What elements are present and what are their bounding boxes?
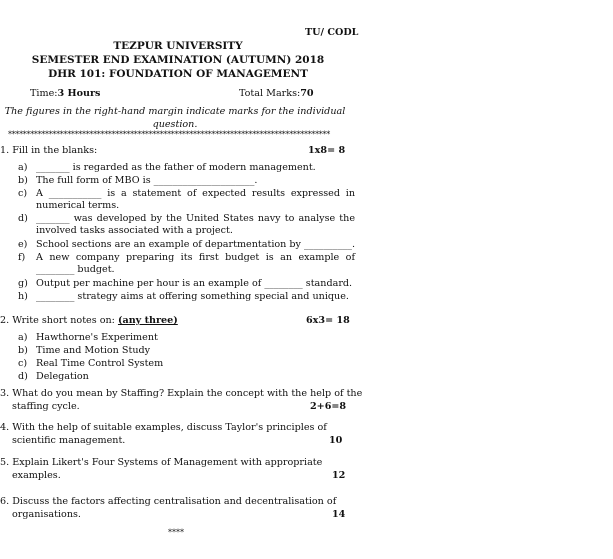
instruction-line-1: The figures in the right-hand margin indicate marks for the individual: [4, 106, 346, 117]
time-allowed: [30, 88, 100, 100]
university-name: TEZPUR UNIVERSITY: [113, 40, 243, 52]
q6-line-1: 6. Discuss the factors affecting centralisation and decentralisation of: [0, 496, 337, 507]
q6-line-2: organisations.: [12, 509, 81, 520]
q2-marks: 6x3= 18: [306, 315, 350, 326]
item-text: A ___________ is a statement of expected results expressed in numerical terms.: [36, 188, 355, 211]
q1-marks: 1x8= 8: [308, 145, 346, 156]
item-text: _______ is regarded as the father of modern management.: [36, 162, 316, 173]
item-text: The full form of MBO is _____________________.: [36, 175, 258, 186]
q4-line-1: 4. With the help of suitable examples, discuss Taylor's principles of: [0, 422, 327, 433]
item-label: b): [18, 345, 28, 356]
item-label: d): [18, 213, 28, 224]
q2-emphasis: (any three): [117, 315, 178, 326]
item-label: f): [18, 252, 26, 263]
item-text: A new company preparing its first budget is an example of ________ budget.: [36, 252, 355, 275]
separator-line: ***************************************************************************************: [8, 130, 330, 139]
q5-line-1: 5. Explain Likert's Four Systems of Management with appropriate: [0, 457, 323, 468]
item-text: Real Time Control System: [36, 358, 164, 369]
item-text: Hawthorne's Experiment: [36, 332, 158, 343]
q4-line-2: scientific management.: [12, 435, 126, 446]
q3-line-2: staffing cycle.: [12, 401, 80, 412]
item-label: c): [18, 358, 28, 369]
item-label: a): [18, 332, 28, 343]
exam-title: SEMESTER END EXAMINATION (AUTUMN) 2018: [31, 54, 325, 66]
item-text: ________ strategy aims at offering something special and unique.: [36, 291, 349, 302]
paper-code: TU/ CODL: [305, 27, 359, 38]
item-label: d): [18, 371, 28, 382]
q1-question: 1. Fill in the blanks:: [0, 145, 98, 156]
course-title: DHR 101: FOUNDATION OF MANAGEMENT: [48, 68, 308, 80]
item-text: Time and Motion Study: [36, 345, 151, 356]
time-value: 3 Hours: [57, 88, 101, 99]
item-text: _______ was developed by the United States navy to analyse the involved tasks associated with a project.: [36, 213, 355, 236]
q3-line-1: 3. What do you mean by Staffing? Explain the concept with the help of the: [0, 388, 363, 399]
marks-label: Total Marks:: [239, 88, 301, 99]
item-text: Delegation: [36, 371, 89, 382]
total-marks: [239, 88, 314, 100]
q2-question: [0, 315, 178, 327]
item-label: a): [18, 162, 28, 173]
q4-marks: 10: [329, 435, 343, 446]
item-label: e): [18, 239, 28, 250]
item-text: School sections are an example of departmentation by __________.: [36, 239, 356, 250]
item-label: g): [18, 278, 28, 289]
item-label: b): [18, 175, 28, 186]
q5-marks: 12: [332, 470, 346, 481]
item-label: h): [18, 291, 28, 302]
item-label: c): [18, 188, 28, 199]
q3-marks: 2+6=8: [310, 401, 347, 412]
q2-question-text: 2. Write short notes on:: [0, 315, 118, 326]
instruction-line-2: question.: [152, 119, 198, 130]
q5-line-2: examples.: [12, 470, 61, 481]
item-text: Output per machine per hour is an example of ________ standard.: [36, 278, 353, 289]
marks-value: 70: [300, 88, 314, 99]
time-label: Time:: [30, 88, 58, 99]
end-mark: ****: [168, 528, 184, 537]
q6-marks: 14: [332, 509, 346, 520]
